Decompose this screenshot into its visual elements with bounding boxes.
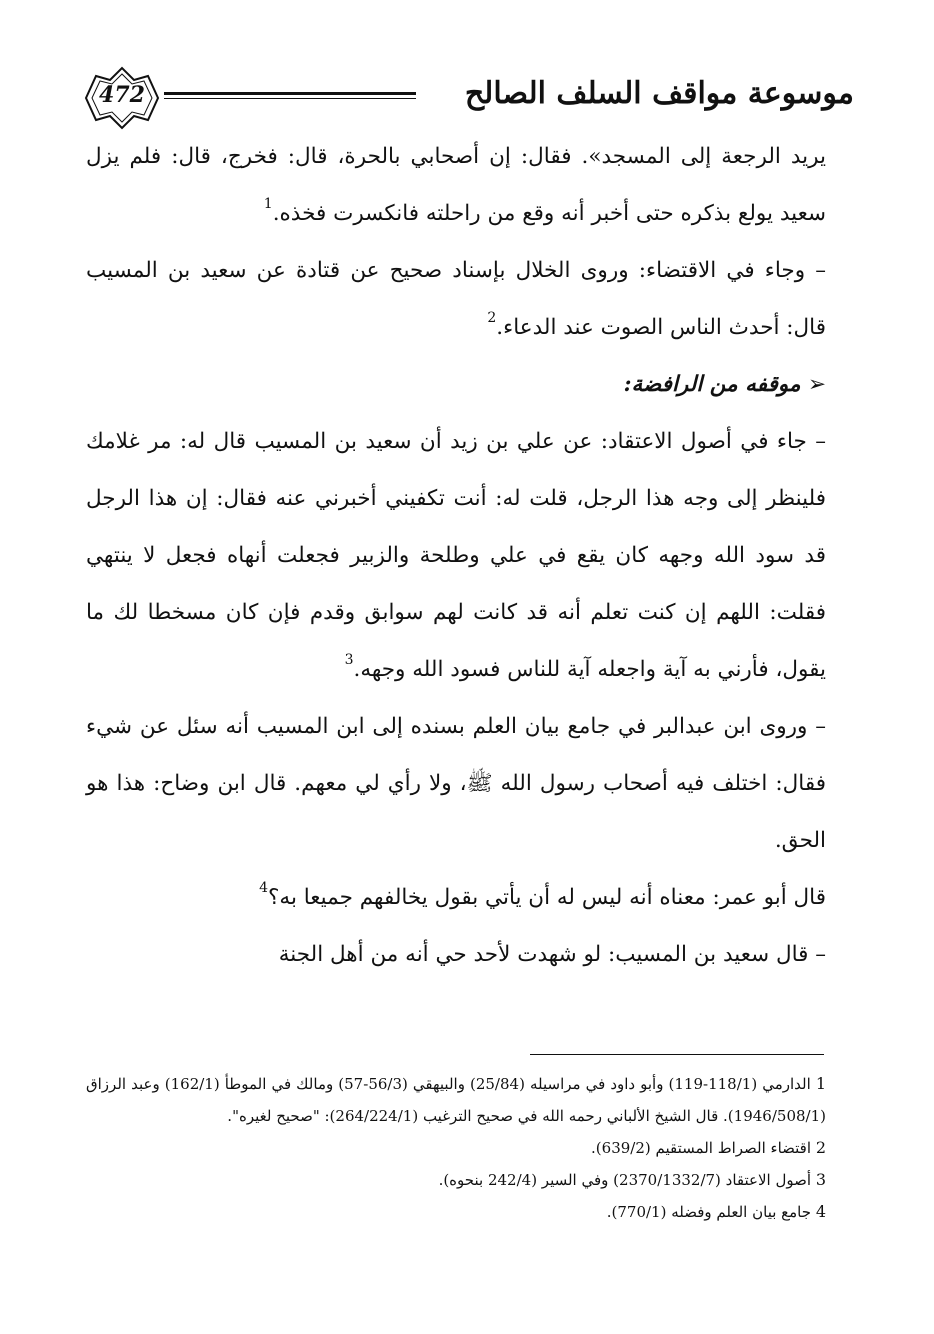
footnote-ref: 4	[259, 880, 268, 896]
footnote	[86, 1068, 826, 1132]
paragraph-text: – جاء في أصول الاعتقاد: عن علي بن زيد أن سعيد بن المسيب قال له: مر غلامك فلينظر إلى وجه هذا الرجل، قلت له: أنت تكفيني أخبرني عنه فقال: إن هذا الرجل قد سود الله وجهه كان يقع في علي وطلحة والزبير فجعلت أنهاه فجعل لا ينتهي فقلت: اللهم إن كنت تعلم أنه قد كانت لهم سوابق وقدم فإن كان مسخطا لك ما يقول، فأرني به آية واجعله آية للناس فسود الله وجهه.	[86, 429, 826, 682]
footnote-ref: 3	[344, 652, 354, 668]
paragraph	[86, 128, 826, 242]
book-title: موسوعة مواقف السلف الصالح	[464, 76, 854, 111]
footnote-ref: 2	[487, 310, 497, 326]
paragraph-text: – قال سعيد بن المسيب: لو شهدت لأحد حي أنه من أهل الجنة	[278, 942, 826, 967]
footnote	[86, 1132, 826, 1164]
footnotes	[86, 1068, 826, 1228]
footnote-text: اقتضاء الصراط المستقيم (639/2).	[591, 1139, 812, 1157]
footnote-number: 3	[815, 1170, 826, 1189]
paragraph-text: يريد الرجعة إلى المسجد». فقال: إن أصحابي بالحرة، قال: فخرج، قال: فلم يزل سعيد يولع بذكره حتى أخبر أنه وقع من راحلته فانكسرت فخذه.	[86, 144, 826, 226]
page-header	[80, 62, 860, 134]
section-heading	[86, 356, 826, 413]
header-rule	[164, 92, 416, 95]
paragraph	[86, 698, 826, 869]
main-text	[86, 128, 826, 983]
footnote	[86, 1164, 826, 1196]
paragraph-text: – وروى ابن عبدالبر في جامع بيان العلم بسنده إلى ابن المسيب أنه سئل عن شيء فقال: اختلف فيه أصحاب رسول الله ﷺ، ولا رأي لي معهم. قال ابن وضاح: هذا هو الحق.	[86, 714, 826, 853]
footnote-number: 1	[815, 1074, 827, 1093]
paragraph	[86, 869, 826, 926]
footnote-ref: 1	[263, 196, 273, 212]
paragraph	[86, 413, 826, 698]
page-number: 472	[99, 82, 145, 108]
paragraph	[86, 242, 826, 356]
footnote	[86, 1196, 826, 1228]
arrow-bullet-icon: ➢	[807, 372, 826, 397]
paragraph	[86, 926, 826, 983]
paragraph-text: – وجاء في الاقتضاء: وروى الخلال بإسناد صحيح عن قتادة عن سعيد بن المسيب قال: أحدث الناس الصوت عند الدعاء.	[86, 258, 826, 340]
footnote-text: أصول الاعتقاد (2370/1332/7) وفي السير (242/4 بنحوه).	[438, 1171, 812, 1189]
page-number-badge	[80, 62, 164, 134]
footnote-number: 2	[815, 1138, 826, 1157]
header-rule-thin	[164, 98, 416, 99]
footnote-number: 4	[815, 1202, 826, 1221]
section-heading-text: موقفه من الرافضة:	[623, 372, 801, 397]
footnote-separator	[530, 1054, 824, 1055]
footnote-text: الدارمي (118/1-119) وأبو داود في مراسيله (25/84) والبيهقي (56/3-57) ومالك في الموطأ (162/1) وعبد الرزاق (1946/508/1). قال الشيخ الألباني رحمه الله في صحيح الترغيب (264/224/1): "صحيح لغيره".	[86, 1075, 826, 1125]
paragraph-text: قال أبو عمر: معناه أنه ليس له أن يأتي بقول يخالفهم جميعا به؟	[268, 885, 826, 910]
footnote-text: جامع بيان العلم وفضله (770/1).	[606, 1203, 812, 1221]
